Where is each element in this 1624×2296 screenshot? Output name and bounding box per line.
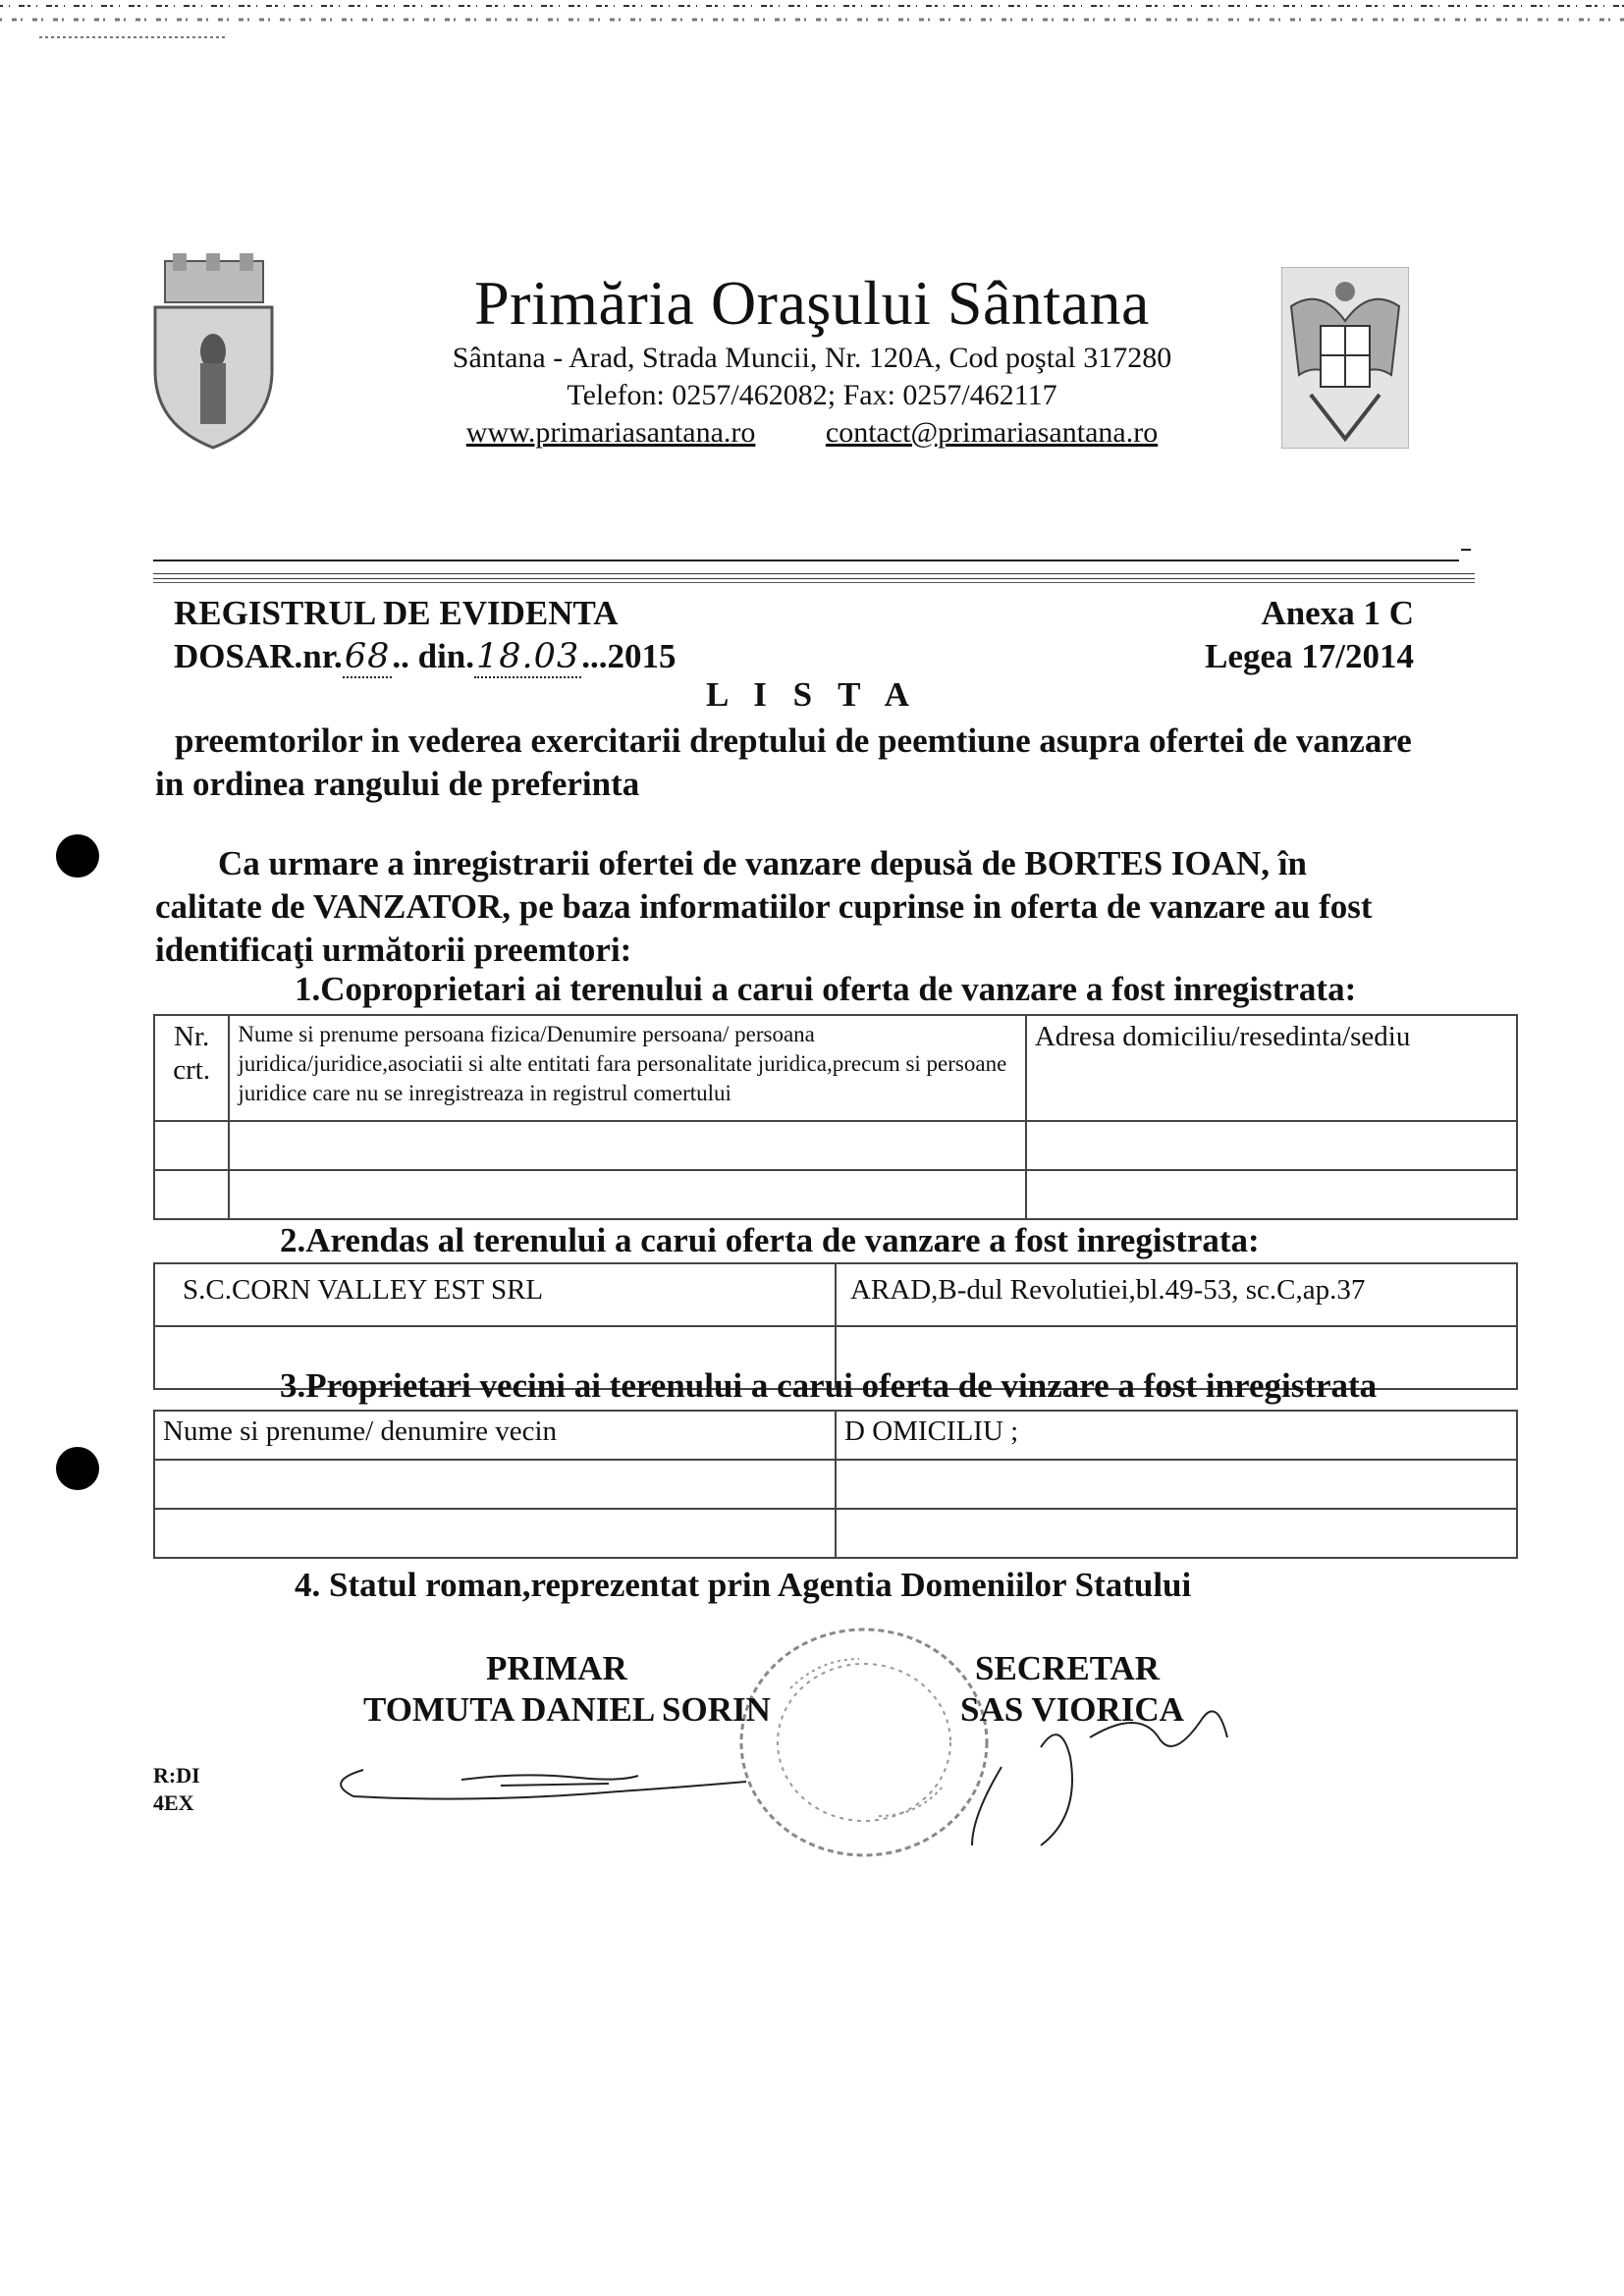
document-subtitle: preemtorilor in vederea exercitarii dreptului de peemtiune asupra ofertei de vanzare in ordinea rangului de preferinta bbox=[155, 721, 1412, 803]
register-block bbox=[174, 592, 676, 678]
mayor-role: PRIMAR bbox=[486, 1649, 627, 1687]
table-cell bbox=[154, 1460, 836, 1509]
tenant-name: S.C.CORN VALLEY EST SRL bbox=[154, 1263, 836, 1326]
annex-label: Anexa 1 C bbox=[1261, 594, 1414, 632]
dossier-year: ...2015 bbox=[581, 637, 677, 675]
mayor-name: TOMUTA DANIEL SORIN bbox=[363, 1690, 771, 1729]
document-heading: L I S T A bbox=[706, 675, 918, 714]
dossier-line bbox=[174, 635, 676, 678]
city-coat-of-arms-icon bbox=[147, 253, 280, 450]
annex-block bbox=[1139, 592, 1414, 678]
tenant-address: ARAD,B-dul Revolutiei,bl.49-53, sc.C,ap.37 bbox=[836, 1263, 1517, 1326]
table-cell bbox=[154, 1121, 229, 1170]
table-header-row bbox=[154, 1411, 1517, 1460]
table-row bbox=[154, 1170, 1517, 1219]
neighbours-table bbox=[153, 1410, 1518, 1559]
section1-title: 1.Coproprietari ai terenului a carui oferta de vanzare a fost inregistrata: bbox=[295, 970, 1357, 1008]
header-thin-rule bbox=[153, 582, 1475, 583]
section2-title: 2.Arendas al terenului a carui oferta de vanzare a fost inregistrata: bbox=[280, 1221, 1260, 1259]
neighbour-name-header: Nume si prenume/ denumire vecin bbox=[154, 1411, 836, 1460]
table-cell bbox=[229, 1170, 1026, 1219]
secretary-name: SAS VIORICA bbox=[960, 1690, 1184, 1729]
col-nr-header: Nr. crt. bbox=[154, 1015, 229, 1121]
register-title: REGISTRUL DE EVIDENTA bbox=[174, 594, 619, 632]
table-row bbox=[154, 1263, 1517, 1326]
col-name-header: Nume si prenume persoana fizica/Denumire persoana/ persoana juridica/juridice,asociatii si alte entitati fara personalitate juridica,precum si persoane juridice care nu se inregistreaza in registrul comertului bbox=[229, 1015, 1026, 1121]
mayor-signature-icon bbox=[324, 1742, 756, 1821]
dossier-number-handwritten: 68 bbox=[344, 637, 391, 676]
table-cell bbox=[1026, 1170, 1517, 1219]
neighbour-address-header: D OMICILIU ; bbox=[836, 1411, 1517, 1460]
table-header-row bbox=[154, 1015, 1517, 1121]
table-cell bbox=[154, 1170, 229, 1219]
website-link[interactable]: www.primariasantana.ro bbox=[465, 416, 756, 449]
table-cell bbox=[1026, 1121, 1517, 1170]
header-divider bbox=[153, 560, 1459, 561]
postal-address: Sântana - Arad, Strada Muncii, Nr. 120A, Cod poştal 317280 bbox=[452, 342, 1172, 374]
law-reference: Legea 17/2014 bbox=[1205, 637, 1414, 675]
table-cell bbox=[836, 1460, 1517, 1509]
table-cell bbox=[154, 1509, 836, 1558]
dossier-prefix: DOSAR.nr. bbox=[174, 637, 343, 675]
header-double-rule bbox=[153, 573, 1475, 579]
email-link[interactable]: contact@primariasantana.ro bbox=[825, 416, 1159, 449]
header-divider-tick bbox=[1461, 549, 1471, 551]
scan-artifact-top bbox=[0, 0, 1624, 39]
table-cell bbox=[836, 1509, 1517, 1558]
table-row bbox=[154, 1460, 1517, 1509]
phone-fax: Telefon: 0257/462082; Fax: 0257/462117 bbox=[567, 379, 1057, 411]
dossier-din-label: .. din. bbox=[392, 637, 475, 675]
section3-title: 3.Proprietari vecini ai terenului a carui oferta de vinzare a fost inregistrata bbox=[280, 1366, 1378, 1405]
secretary-role: SECRETAR bbox=[975, 1649, 1161, 1687]
punch-hole-bottom bbox=[56, 1447, 99, 1490]
copies-count: 4EX bbox=[153, 1790, 194, 1815]
municipality-title: Primăria Oraşului Sântana bbox=[474, 268, 1150, 338]
table-row bbox=[154, 1509, 1517, 1558]
reference-block bbox=[153, 1762, 200, 1817]
contact-links bbox=[295, 416, 1329, 450]
col-address-header: Adresa domiciliu/resedinta/sediu bbox=[1026, 1015, 1517, 1121]
table-row bbox=[154, 1121, 1517, 1170]
secretary-signature-icon bbox=[933, 1679, 1247, 1855]
coowners-table bbox=[153, 1014, 1518, 1220]
section4-title: 4. Statul roman,reprezentat prin Agentia Domeniilor Statului bbox=[295, 1566, 1192, 1604]
intro-paragraph: Ca urmare a inregistrarii ofertei de vanzare depusă de BORTES IOAN, în calitate de VANZATOR, pe baza informatiilor cuprinse in oferta de vanzare au fost identificaţi următorii preemtori: bbox=[155, 844, 1373, 969]
reference-initials: R:DI bbox=[153, 1763, 200, 1788]
table-cell bbox=[229, 1121, 1026, 1170]
dossier-date-handwritten: 18.03 bbox=[476, 637, 580, 676]
punch-hole-top bbox=[56, 834, 99, 878]
